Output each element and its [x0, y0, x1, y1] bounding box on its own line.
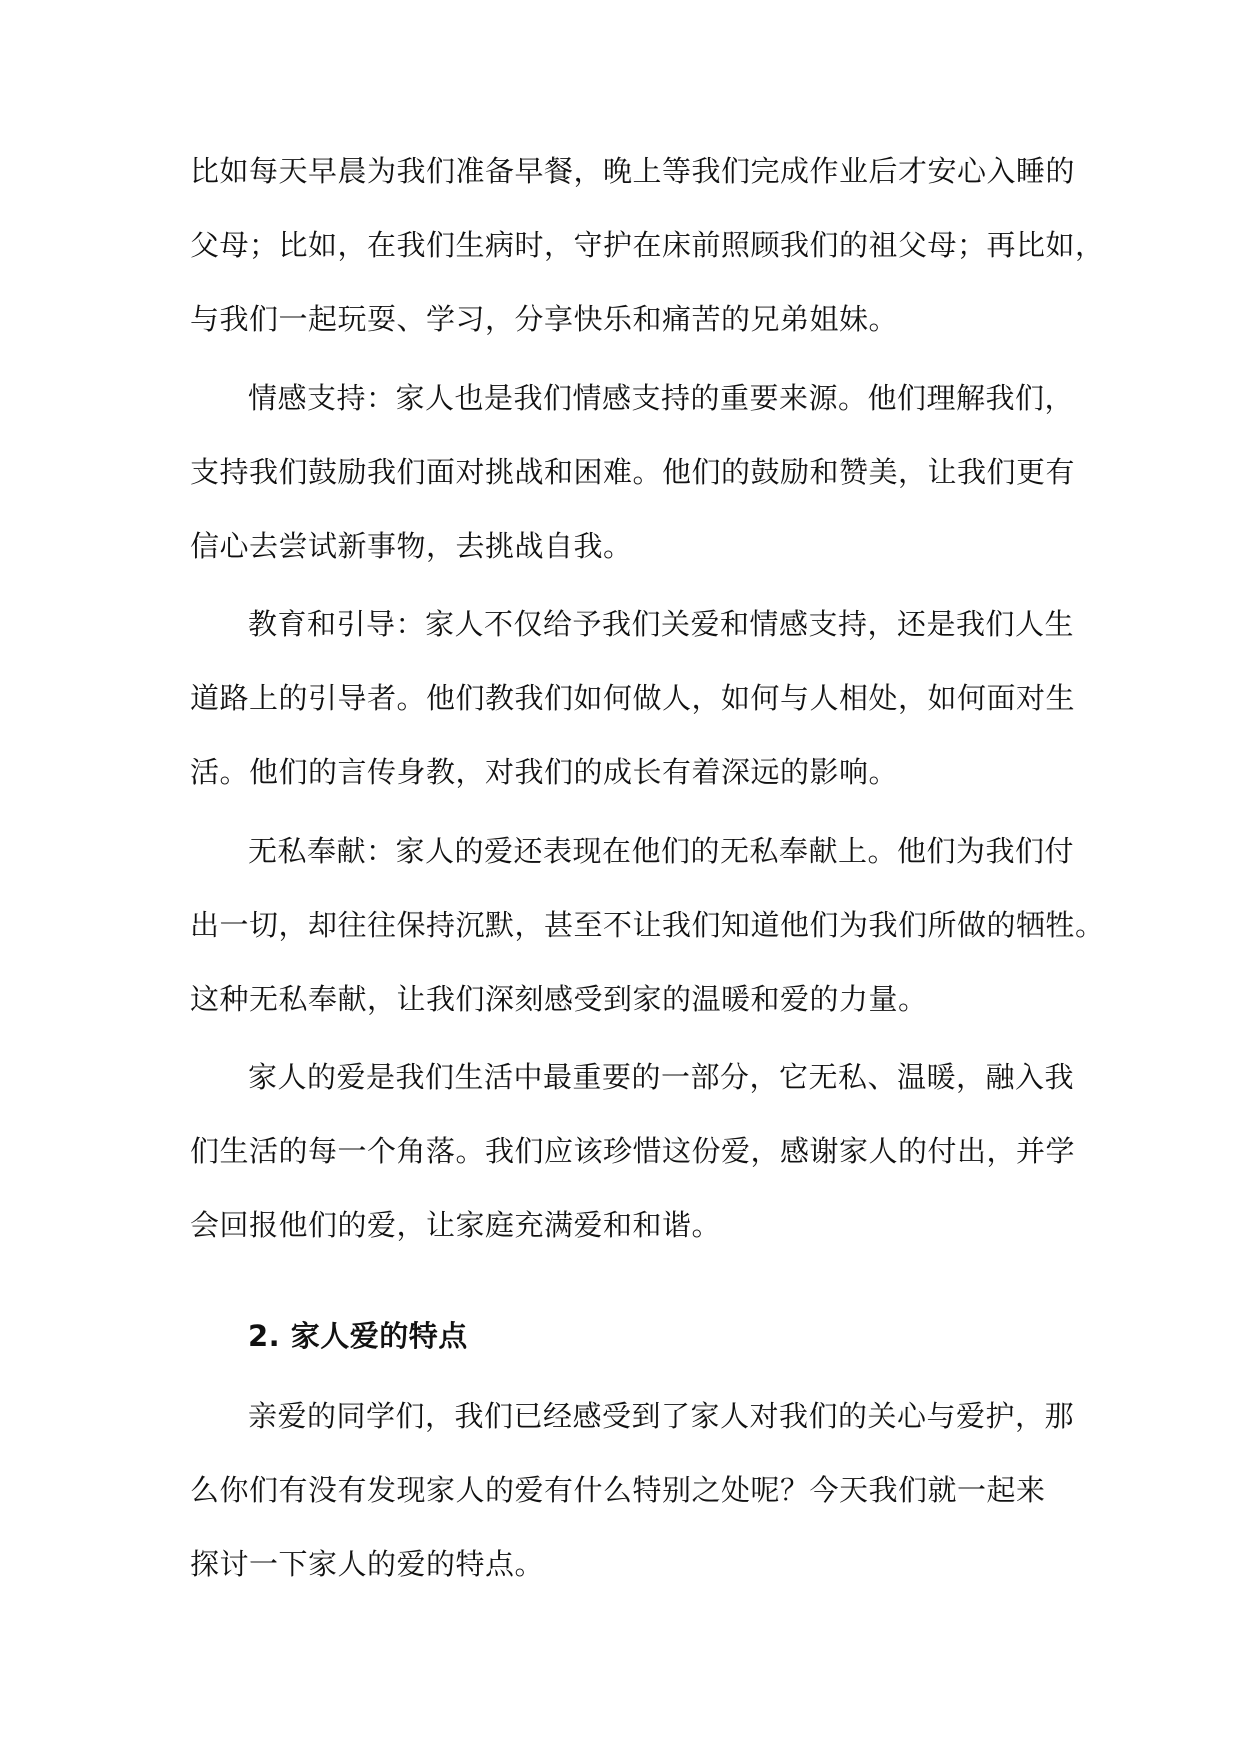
body-text-line: 支持我们鼓励我们面对挑战和困难。他们的鼓励和赞美，让我们更有	[190, 455, 1076, 489]
body-text-line: 与我们一起玩耍、学习，分享快乐和痛苦的兄弟姐妹。	[190, 302, 899, 336]
body-text-line: 无私奉献：家人的爱还表现在他们的无私奉献上。他们为我们付	[248, 834, 1075, 868]
body-text-line: 这种无私奉献，让我们深刻感受到家的温暖和爱的力量。	[190, 982, 928, 1016]
body-text-line: 信心去尝试新事物，去挑战自我。	[190, 529, 633, 563]
body-text-line: 情感支持：家人也是我们情感支持的重要来源。他们理解我们，	[248, 381, 1075, 415]
body-text-line: 会回报他们的爱，让家庭充满爱和和谐。	[190, 1208, 722, 1242]
body-text-line: 么你们有没有发现家人的爱有什么特别之处呢？今天我们就一起来	[190, 1473, 1046, 1507]
body-text-line: 比如每天早晨为我们准备早餐，晚上等我们完成作业后才安心入睡的	[190, 154, 1076, 188]
body-text-line: 探讨一下家人的爱的特点。	[190, 1547, 545, 1581]
body-text-line: 活。他们的言传身教，对我们的成长有着深远的影响。	[190, 755, 899, 789]
body-text-line: 亲爱的同学们，我们已经感受到了家人对我们的关心与爱护，那	[248, 1399, 1075, 1433]
body-text-line: 家人的爱是我们生活中最重要的一部分，它无私、温暖，融入我	[248, 1060, 1075, 1094]
body-text-line: 教育和引导：家人不仅给予我们关爱和情感支持，还是我们人生	[248, 607, 1075, 641]
body-text-line: 道路上的引导者。他们教我们如何做人，如何与人相处，如何面对生	[190, 681, 1076, 715]
body-text-line: 们生活的每一个角落。我们应该珍惜这份爱，感谢家人的付出，并学	[190, 1134, 1076, 1168]
body-text-line: 出一切，却往往保持沉默，甚至不让我们知道他们为我们所做的牺牲。	[190, 908, 1105, 942]
section-heading: 2. 家人爱的特点	[248, 1319, 468, 1353]
body-text-line: 父母；比如，在我们生病时，守护在床前照顾我们的祖父母；再比如，	[190, 228, 1105, 262]
